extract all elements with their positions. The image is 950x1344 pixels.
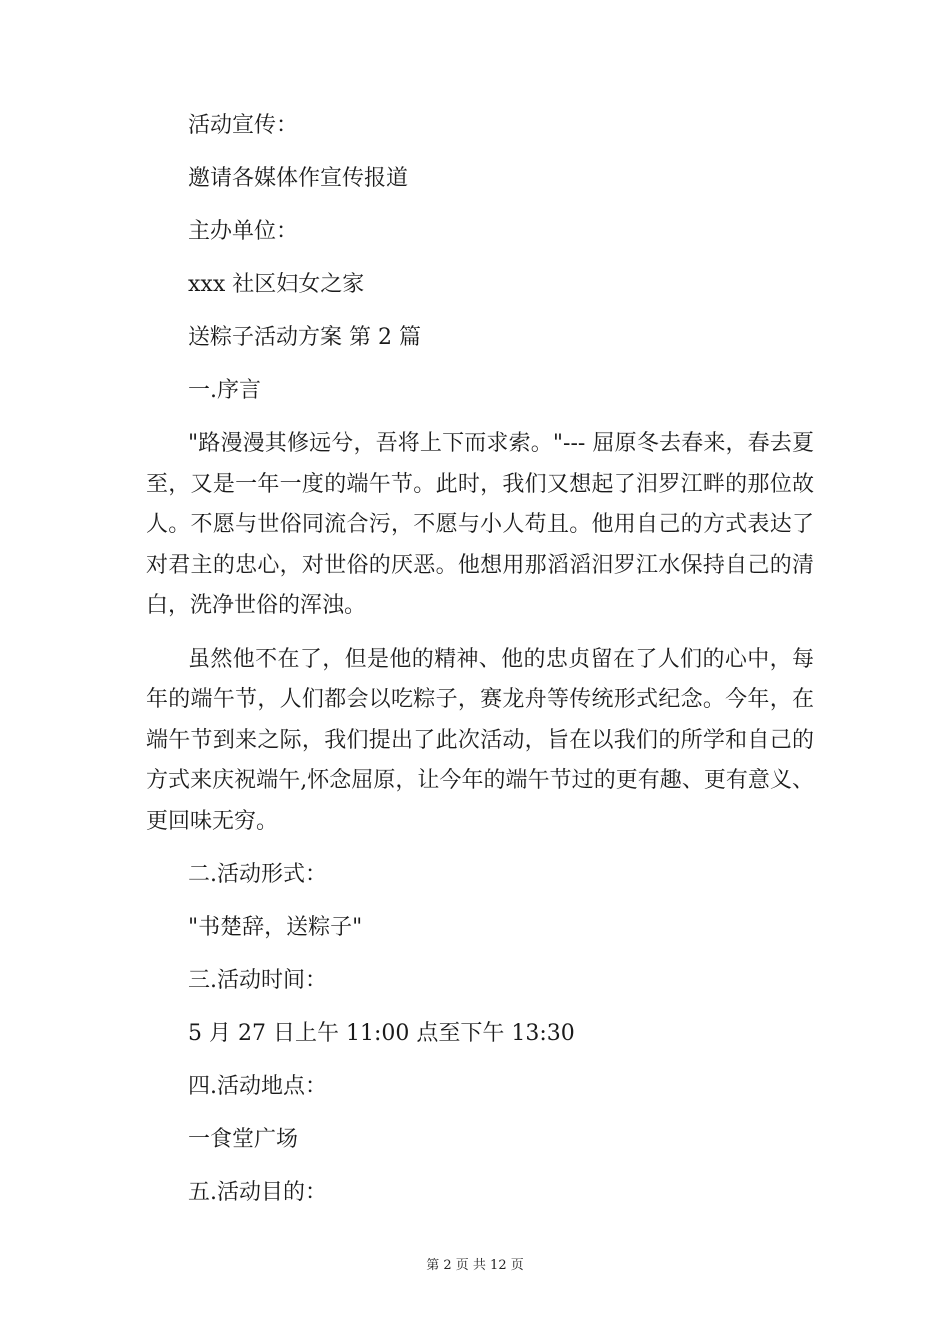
text-activity-location: 一食堂广场: [188, 1127, 299, 1152]
heading-activity-form: 二.活动形式：: [188, 862, 327, 887]
heading-publicity: 活动宣传：: [188, 113, 299, 138]
text-organizer-name: xxx 社区妇女之家: [188, 272, 365, 297]
document-body: [146, 106, 814, 1213]
text-activity-form: "书楚辞，送粽子": [188, 915, 363, 940]
text-activity-time: 5 月 27 日上午 11:00 点至下午 13:30: [188, 1021, 575, 1046]
heading-activity-time: 三.活动时间：: [188, 968, 327, 993]
page-number-footer: 第 2 页 共 12 页: [426, 1258, 524, 1273]
heading-preface: 一.序言: [188, 378, 261, 403]
section-title: 送粽子活动方案 第 2 篇: [188, 325, 421, 350]
heading-organizer: 主办单位：: [188, 219, 299, 244]
heading-activity-location: 四.活动地点：: [188, 1074, 327, 1099]
text-media-invite: 邀请各媒体作宣传报道: [188, 166, 409, 191]
preface-paragraph-2: 虽然他不在了，但是他的精神、他的忠贞留在了人们的心中，每年的端午节，人们都会以吃粽子，赛龙舟等传统形式纪念。今年，在端午节到来之际，我们提出了此次活动，旨在以我们的所学和自己的方式来庆祝端午,怀念屈原，让今年的端午节过的更有趣、更有意义、更回味无穷。: [146, 646, 814, 834]
heading-activity-purpose: 五.活动目的：: [188, 1180, 327, 1205]
preface-paragraph-1: "路漫漫其修远兮，吾将上下而求索。"--- 屈原冬去春来，春去夏至，又是一年一度的端午节。此时，我们又想起了汨罗江畔的那位故人。不愿与世俗同流合污，不愿与小人苟且。他用自己的方式表达了对君主的忠心，对世俗的厌恶。他想用那滔滔汨罗江水保持自己的清白，洗净世俗的浑浊。: [146, 431, 814, 618]
